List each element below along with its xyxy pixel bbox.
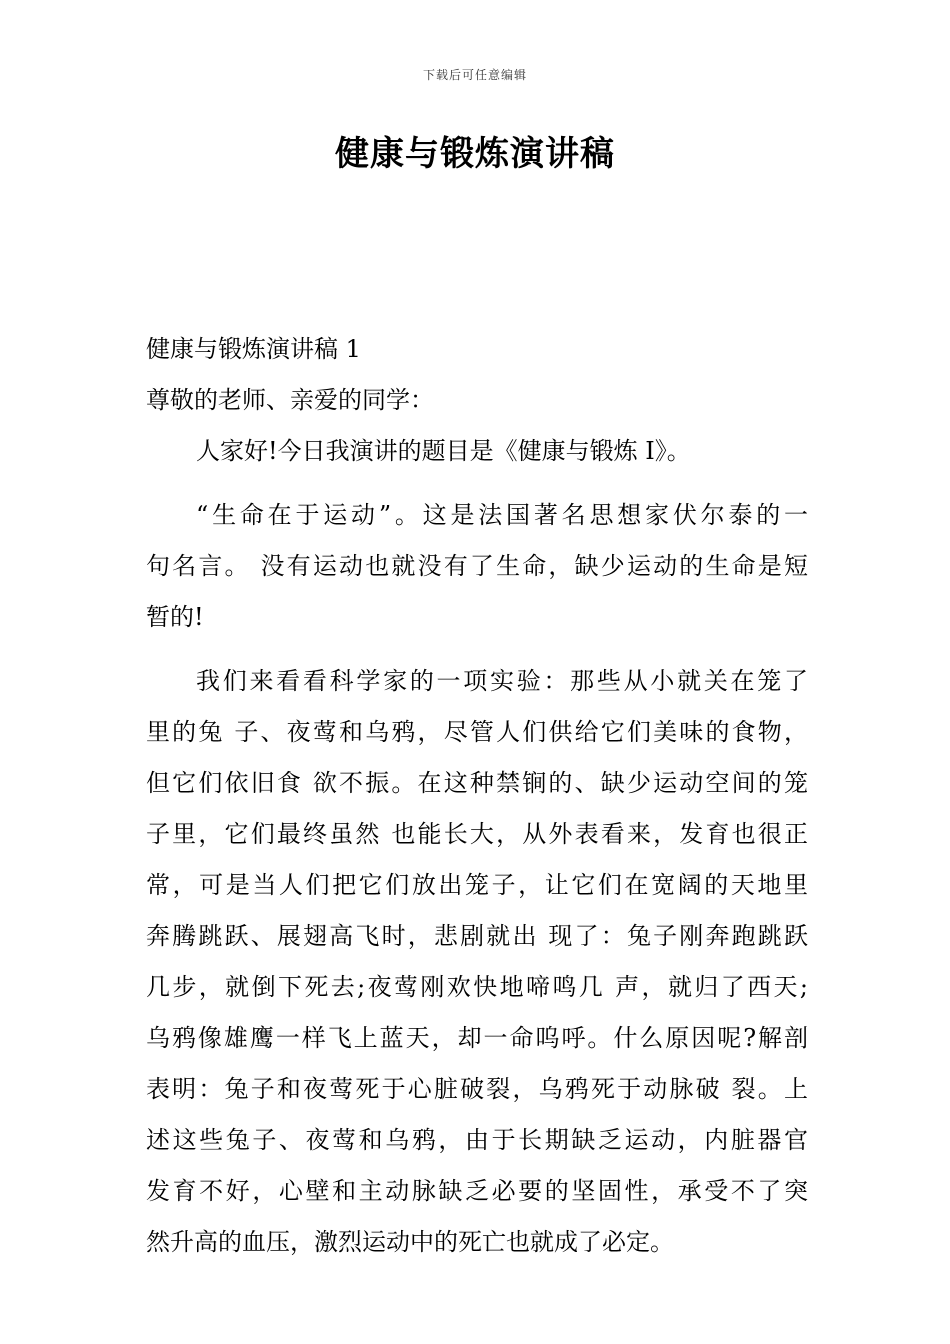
section-heading: 健康与锻炼演讲稿 1 — [146, 335, 361, 363]
paragraph-line: 我们来看看科学家的一项实验：那些从小就关在笼了 — [196, 667, 808, 695]
paragraph-line: 句名言。 没有运动也就没有了生命，缺少运动的生命是短 — [146, 552, 808, 580]
paragraph-line: 常，可是当人们把它们放出笼子，让它们在宽阔的天地里 — [146, 871, 808, 899]
document-body — [146, 330, 808, 1287]
paragraph-line: 述这些兔子、夜莺和乌鸦，由于长期缺乏运动，内脏器官 — [146, 1126, 808, 1154]
paragraph-line: 但它们依旧食 欲不振。在这种禁锏的、缺少运动空间的笼 — [146, 769, 808, 797]
paragraph-line: 然升高的血压，激烈运动中的死亡也就成了必定。 — [146, 1228, 674, 1256]
paragraph-line: 乌鸦像雄鹰一样飞上蓝天，却一命呜呼。什么原因呢?解剖 — [146, 1024, 808, 1052]
paragraph-line: 几步，就倒下死去;夜莺刚欢快地啼鸣几 声，就归了西天; — [146, 973, 808, 1001]
paragraph-line: “生命在于运动”。这是法国著名思想家伏尔泰的一 — [196, 501, 808, 529]
paragraph-quote — [146, 496, 808, 649]
paragraph-line: 发育不好，心壁和主动脉缺乏必要的坚固性，承受不了突 — [146, 1177, 808, 1205]
paragraph-line: 里的兔 子、夜莺和乌鸦，尽管人们供给它们美味的食物， — [146, 718, 808, 746]
paragraph-line: 人家好!今日我演讲的题目是《健康与锻炼 I》。 — [196, 437, 691, 465]
paragraph-greeting — [146, 432, 808, 483]
paragraph-line: 子里，它们最终虽然 也能长大，从外表看来，发育也很正 — [146, 820, 808, 848]
header-note: 下载后可任意编辑 — [422, 68, 527, 82]
document-title: 健康与锻炼演讲稿 — [335, 134, 615, 174]
paragraph-line: 奔腾跳跃、展翅高飞时，悲剧就出 现了：兔子刚奔跑跳跃 — [146, 922, 808, 950]
paragraph-line: 表明：兔子和夜莺死于心脏破裂，乌鸦死于动脉破 裂。上 — [146, 1075, 808, 1103]
paragraph-line: 暂的! — [146, 603, 204, 631]
paragraph-experiment — [146, 662, 808, 1274]
salutation: 尊敬的老师、亲爱的同学： — [146, 386, 434, 414]
